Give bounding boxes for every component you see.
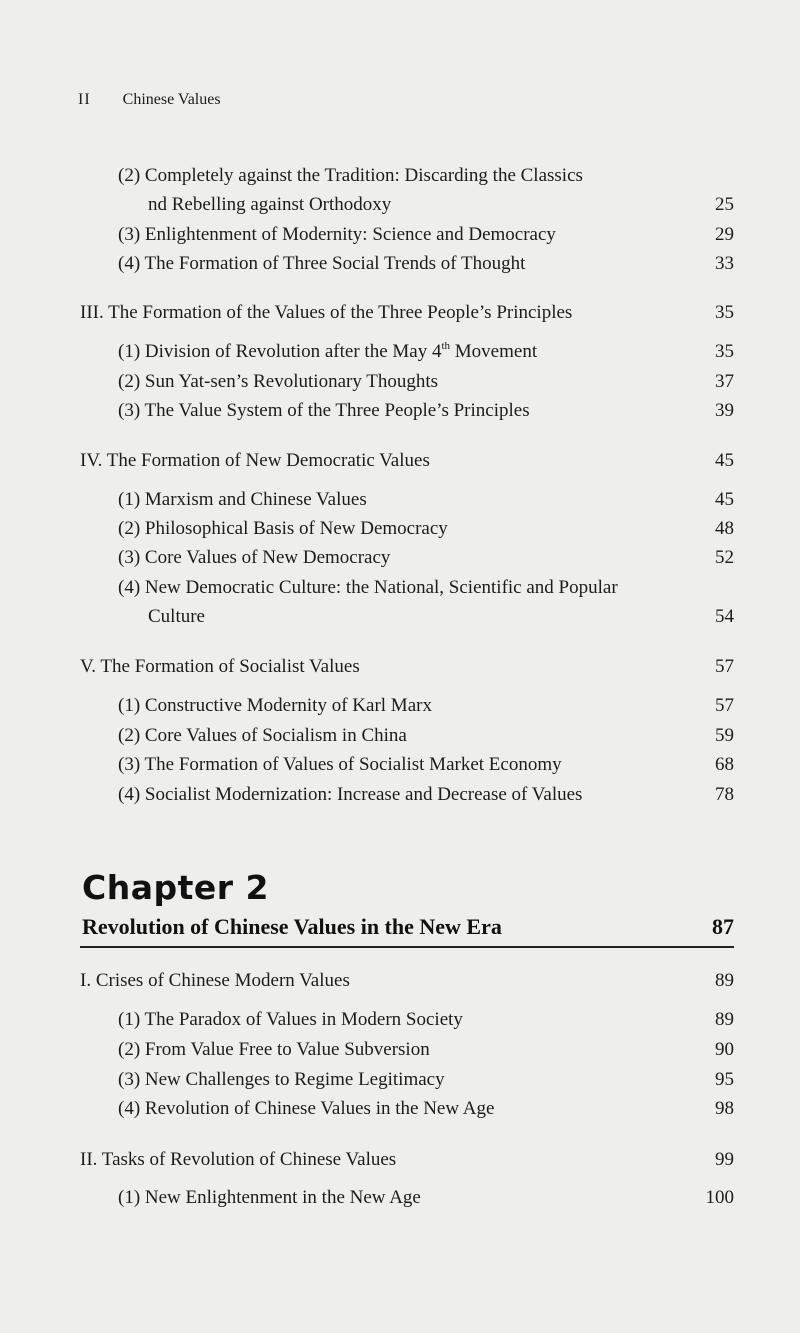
toc-section-entry: [80, 301, 572, 325]
toc-page-number: 48: [715, 518, 734, 539]
toc-entry-text: (4) New Democratic Culture: the National, Scientific and Popular: [118, 577, 618, 598]
toc-subsection-entry: [118, 164, 583, 188]
toc-page-number: 89: [715, 1009, 734, 1030]
toc-subsection-entry: [118, 724, 407, 748]
toc-page-number: 89: [715, 970, 734, 991]
toc-entry-text: nd Rebelling against Orthodoxy: [148, 194, 392, 215]
toc-entry-text: (4) The Formation of Three Social Trends of Thought: [118, 253, 526, 274]
toc-subsection-entry: [118, 488, 367, 512]
toc-entry-text: (3) Enlightenment of Modernity: Science and Democracy: [118, 224, 556, 245]
toc-entry-text: (3) New Challenges to Regime Legitimacy: [118, 1069, 445, 1090]
toc-entry-text: III. The Formation of the Values of the Three People’s Principles: [80, 302, 573, 323]
toc-subsection-entry: [118, 223, 556, 247]
toc-subsection-entry: [118, 1068, 445, 1092]
toc-page-number: 25: [715, 194, 734, 215]
book-title: Chinese Values: [122, 91, 221, 108]
toc-entry-text-after: Movement: [450, 341, 538, 362]
running-head: [78, 91, 221, 109]
toc-page-number: 29: [715, 224, 734, 245]
chapter-label: Chapter 2: [82, 868, 269, 907]
toc-entry-superscript: th: [441, 340, 451, 352]
toc-entry-text: (2) Completely against the Tradition: Discarding the Classics: [118, 165, 583, 186]
toc-entry-continuation: [148, 605, 205, 629]
toc-entry-text: I. Crises of Chinese Modern Values: [80, 970, 350, 991]
toc-page-number: 90: [715, 1039, 734, 1060]
toc-subsection-entry: [118, 1038, 430, 1062]
toc-subsection-entry: [118, 576, 618, 600]
toc-entry-text: (1) Marxism and Chinese Values: [118, 489, 367, 510]
toc-page-number: 35: [715, 302, 734, 323]
toc-page-number: 54: [715, 606, 734, 627]
chapter-title: Revolution of Chinese Values in the New Era: [82, 914, 502, 939]
toc-page-number: 45: [715, 489, 734, 510]
toc-entry-text: IV. The Formation of New Democratic Values: [80, 450, 430, 471]
toc-entry-text: (1) Division of Revolution after the May 4: [118, 341, 442, 362]
toc-page-number: 33: [715, 253, 734, 274]
toc-entry-text: (4) Socialist Modernization: Increase and Decrease of Values: [118, 784, 583, 805]
toc-entry-text: (2) Sun Yat-sen’s Revolutionary Thoughts: [118, 371, 439, 392]
toc-entry-text: (1) The Paradox of Values in Modern Society: [118, 1009, 463, 1030]
toc-subsection-entry: [118, 1186, 421, 1210]
toc-subsection-entry: [118, 340, 537, 364]
toc-entry-text: (3) The Value System of the Three People’s Principles: [118, 400, 530, 421]
toc-subsection-entry: [118, 694, 432, 718]
toc-entry-text: (1) Constructive Modernity of Karl Marx: [118, 695, 432, 716]
toc-page-number: 45: [715, 450, 734, 471]
toc-section-entry: [80, 1148, 396, 1172]
toc-page-number: 57: [715, 656, 734, 677]
toc-subsection-entry: [118, 1097, 494, 1121]
toc-page-number: 35: [715, 341, 734, 362]
toc-entry-text: V. The Formation of Socialist Values: [80, 656, 360, 677]
toc-entry-text: (3) The Formation of Values of Socialist Market Economy: [118, 754, 562, 775]
chapter-rule: [80, 946, 734, 948]
toc-page-number: 59: [715, 725, 734, 746]
page-label: II: [78, 91, 91, 108]
toc-section-entry: [80, 655, 360, 679]
toc-subsection-entry: [118, 783, 582, 807]
toc-entry-text: (1) New Enlightenment in the New Age: [118, 1187, 421, 1208]
toc-subsection-entry: [118, 1008, 463, 1032]
toc-page-number: 78: [715, 784, 734, 805]
toc-entry-text: (2) Core Values of Socialism in China: [118, 725, 407, 746]
toc-entry-text: (4) Revolution of Chinese Values in the New Age: [118, 1098, 495, 1119]
toc-page-number: 57: [715, 695, 734, 716]
toc-page-number: 37: [715, 371, 734, 392]
toc-page-number: 100: [705, 1187, 734, 1208]
toc-section-entry: [80, 969, 350, 993]
toc-page-number: 99: [715, 1149, 734, 1170]
toc-page-number: 68: [715, 754, 734, 775]
chapter-page-number: 87: [712, 914, 734, 939]
toc-section-entry: [80, 449, 430, 473]
toc-page-number: 98: [715, 1098, 734, 1119]
toc-subsection-entry: [118, 399, 530, 423]
toc-entry-text: (3) Core Values of New Democracy: [118, 547, 391, 568]
toc-entry-text: (2) Philosophical Basis of New Democracy: [118, 518, 448, 539]
toc-subsection-entry: [118, 517, 448, 541]
toc-entry-continuation: [148, 193, 391, 217]
toc-entry-text: Culture: [148, 606, 205, 627]
toc-entry-text: (2) From Value Free to Value Subversion: [118, 1039, 430, 1060]
toc-subsection-entry: [118, 753, 562, 777]
toc-page-number: 95: [715, 1069, 734, 1090]
toc-subsection-entry: [118, 370, 438, 394]
toc-subsection-entry: [118, 252, 525, 276]
toc-page-number: 52: [715, 547, 734, 568]
toc-entry-text: II. Tasks of Revolution of Chinese Values: [80, 1149, 397, 1170]
toc-subsection-entry: [118, 546, 390, 570]
toc-page-number: 39: [715, 400, 734, 421]
